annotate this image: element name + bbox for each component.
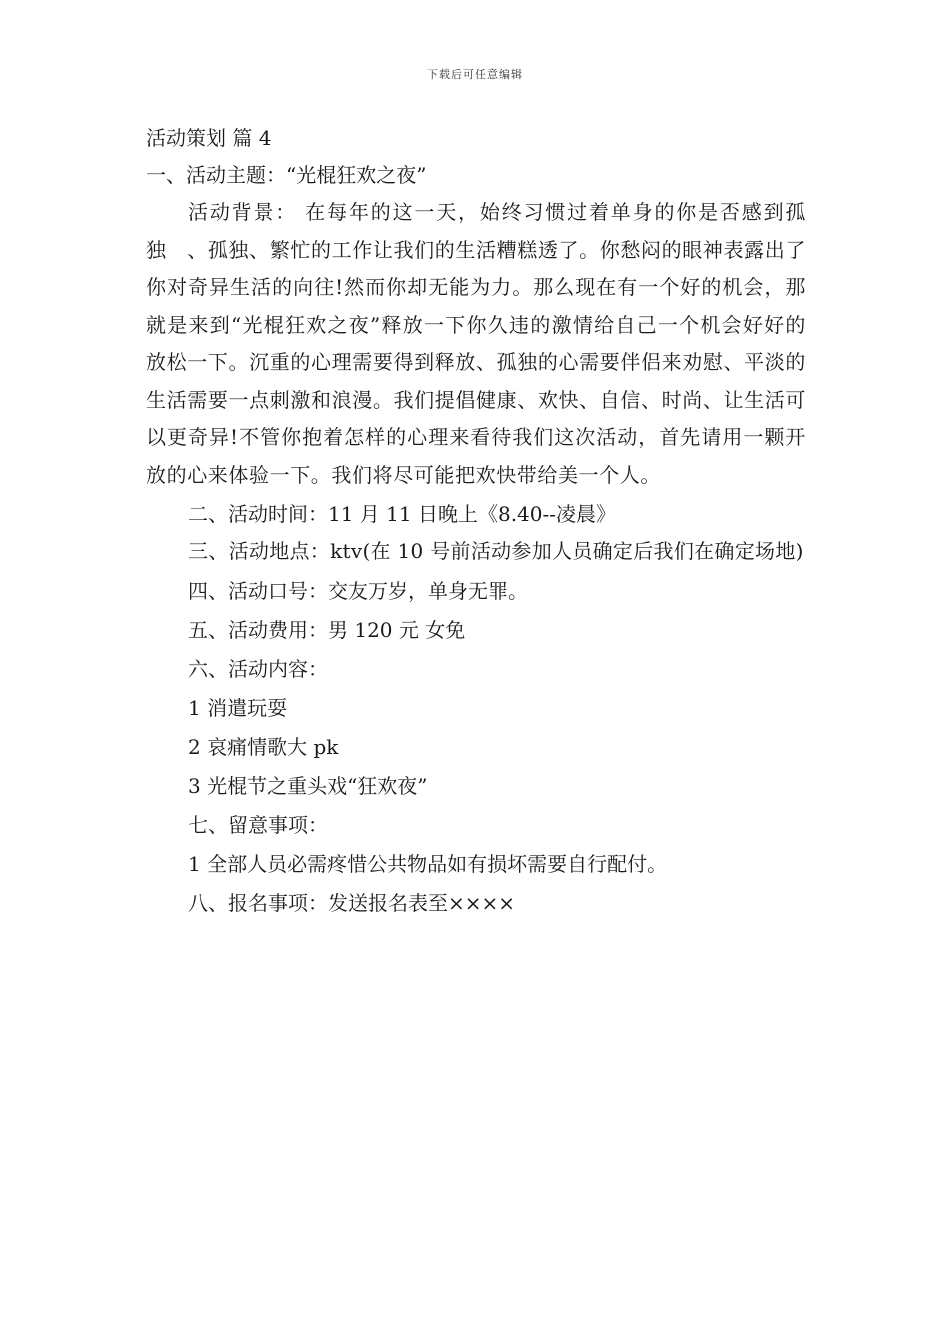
activity-background: 活动背景： 在每年的这一天，始终习惯过着单身的你是否感到孤独 、孤独、繁忙的工作让我们的生活糟糕透了。你愁闷的眼神表露出了你对奇异生活的向往!然而你却无能为力。那么现在有一个好的机会，那就是来到“光棍狂欢之夜”释放一下你久违的激情给自己一个机会好好的放松一下。沉重的心理需要得到释放、孤独的心需要伴侣来劝慰、平淡的生活需要一点刺激和浪漫。我们提倡健康、欢快、自信、时尚、让生活可以更奇异!不管你抱着怎样的心理来看待我们这次活动，首先请用一颗开放的心来体验一下。我们将尽可能把欢快带给美一个人。 xyxy=(146,200,806,487)
notes-heading: 七、留意事项： xyxy=(188,812,328,837)
activity-fee: 五、活动费用：男 120 元 女免 xyxy=(188,617,466,642)
list-item: 2 哀痛情歌大 pk xyxy=(188,734,339,759)
activity-place: 三、活动地点：ktv(在 10 号前活动参加人员确定后我们在确定场地) xyxy=(188,539,804,563)
document-body xyxy=(146,120,806,922)
document-title: 活动策划 篇 4 xyxy=(146,126,272,150)
signup-info: 八、报名事项：发送报名表至×××× xyxy=(188,890,516,915)
activity-time: 二、活动时间：11 月 11 日晚上《8.40--凌晨》 xyxy=(188,502,617,526)
content-heading: 六、活动内容： xyxy=(188,656,328,681)
list-item: 1 全部人员必需疼惜公共物品如有损坏需要自行配付。 xyxy=(188,851,668,876)
activity-theme: 一、活动主题：“光棍狂欢之夜” xyxy=(146,163,427,187)
list-item: 3 光棍节之重头戏“狂欢夜” xyxy=(188,773,428,798)
list-item: 1 消遣玩耍 xyxy=(188,695,288,720)
activity-slogan: 四、活动口号：交友万岁，单身无罪。 xyxy=(188,578,528,603)
header-note: 下载后可任意编辑 xyxy=(427,68,523,81)
